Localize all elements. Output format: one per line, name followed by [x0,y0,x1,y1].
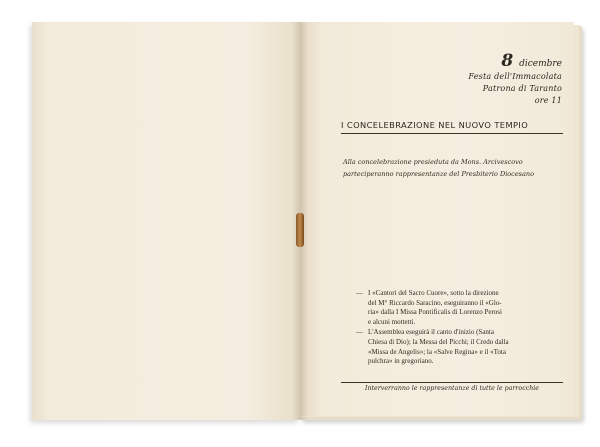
program-list [356,289,564,368]
left-page [32,22,300,420]
subtitle-line: Alla concelebrazione presieduta da Mons. Arcivescovo [343,158,523,166]
event-time: ore 11 [534,96,562,105]
program-line: Chiesa di Dio); la Messa del Picchi; il Credo dalla [368,337,509,346]
event-patron: Patrona di Taranto [482,84,562,93]
program-line: e alcuni mottetti. [368,317,416,326]
program-line: I «Cantori del Sacro Cuore», sotto la direzione [368,289,499,297]
event-month: dicembre [519,59,562,69]
dash-bullet: — [356,289,363,297]
event-day: 8 [501,51,514,71]
dash-bullet: — [356,328,363,337]
program-line: ria» dalla I Missa Pontificalis di Lorenzo Perosi [368,308,502,317]
section-title: I CONCELEBRAZIONE NEL NUOVO TEMPIO [341,120,563,134]
footer-note: Interverranno le rappresentanze di tutte le parrocchie [341,382,563,392]
program-item [356,328,564,366]
staple-icon [296,213,304,247]
event-feast: Festa dell'Immacolata [468,72,562,81]
event-date [420,51,562,71]
section-subtitle [343,156,563,180]
program-line: «Missa de Angelis»; la «Salve Regina» e il «Tota [368,347,506,356]
program-line: L'Assemblea eseguirà il canto d'inizio (Santa [368,328,494,337]
program-line: pulchra» in gregoriano. [368,357,434,366]
subtitle-line: parteciperanno rappresentanze del Presbiterio Diocesano [343,170,534,178]
program-line: del M° Riccardo Saracino, eseguiranno il «Glo- [368,298,502,307]
program-item [356,289,564,327]
event-header [420,51,562,107]
